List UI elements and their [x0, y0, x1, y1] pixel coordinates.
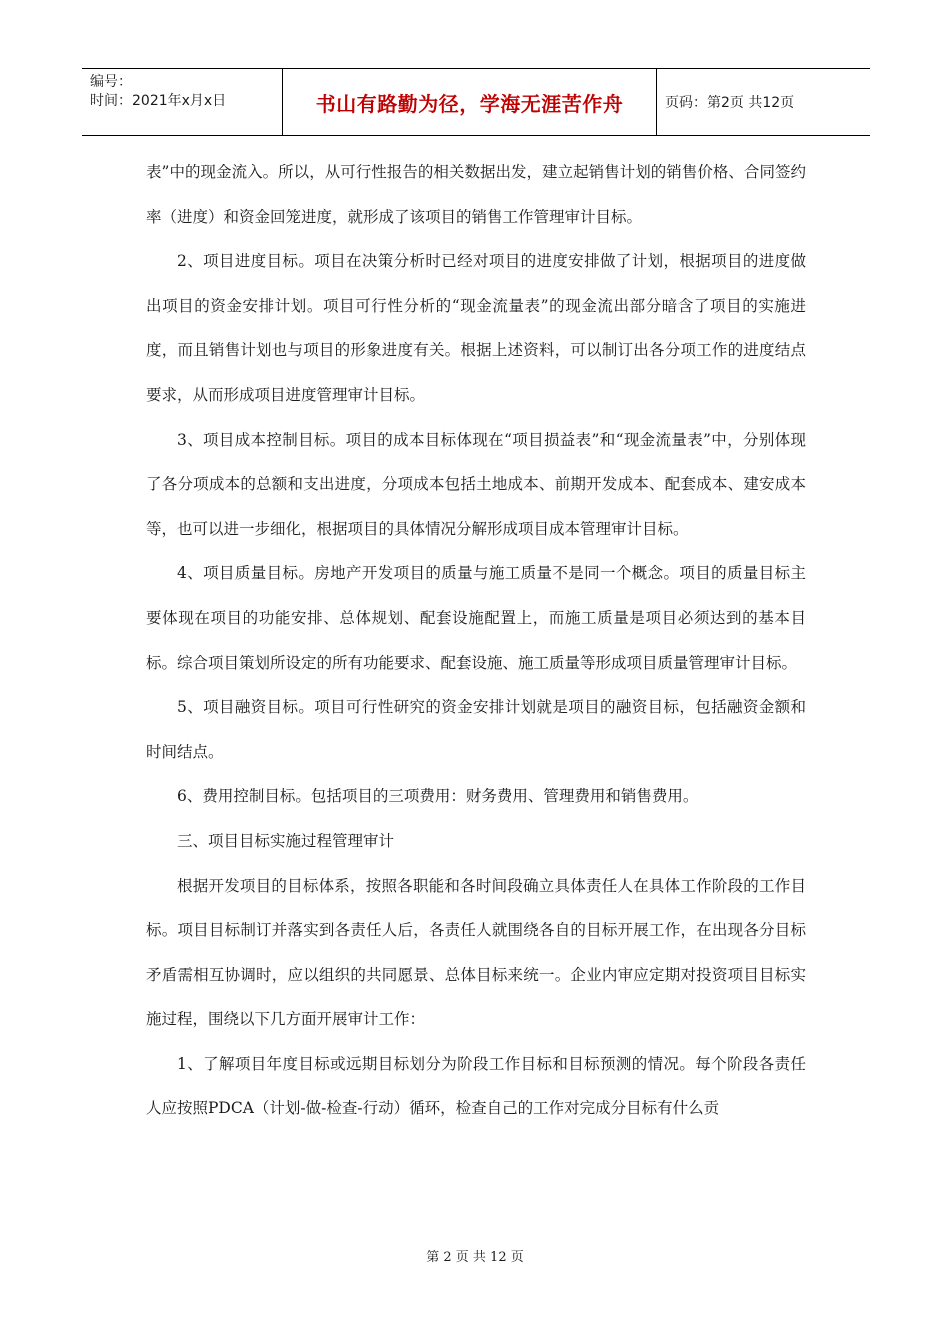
header-motto: 书山有路勤为径，学海无涯苦作舟 — [282, 69, 657, 135]
paragraph: 4、项目质量目标。房地产开发项目的质量与施工质量不是同一个概念。项目的质量目标主要体现在项目的功能安排、总体规划、配套设施配置上，而施工质量是项目必须达到的基本目标。综合项目策划所设定的所有功能要求、配套设施、施工质量等形成项目质量管理审计目标。 — [146, 564, 806, 672]
document-body — [146, 150, 806, 1131]
paragraph: 2、项目进度目标。项目在决策分析时已经对项目的进度安排做了计划，根据项目的进度做出项目的资金安排计划。项目可行性分析的“现金流量表”的现金流出部分暗含了项目的实施进度，而且销售计划也与项目的形象进度有关。根据上述资料，可以制订出各分项工作的进度结点要求，从而形成项目进度管理审计目标。 — [146, 252, 806, 404]
page-footer: 第 2 页 共 12 页 — [426, 1250, 524, 1265]
doc-date-label: 时间：2021年x月x日 — [90, 93, 227, 109]
paragraph: 1、了解项目年度目标或远期目标划分为阶段工作目标和目标预测的情况。每个阶段各责任人应按照PDCA（计划-做-检查-行动）循环，检查自己的工作对完成分目标有什么贡 — [146, 1054, 806, 1118]
paragraph: 5、项目融资目标。项目可行性研究的资金安排计划就是项目的融资目标，包括融资金额和时间结点。 — [146, 698, 806, 761]
header-meta — [82, 69, 282, 135]
paragraph: 根据开发项目的目标体系，按照各职能和各时间段确立具体责任人在具体工作阶段的工作目标。项目目标制订并落实到各责任人后，各责任人就围绕各自的目标开展工作，在出现各分目标矛盾需相互协调时，应以组织的共同愿景、总体目标来统一。企业内审应定期对投资项目目标实施过程，围绕以下几方面开展审计工作： — [146, 876, 806, 1029]
paragraph: 6、费用控制目标。包括项目的三项费用：财务费用、管理费用和销售费用。 — [177, 787, 699, 806]
page-header — [82, 68, 870, 136]
paragraph: 表”中的现金流入。所以，从可行性报告的相关数据出发，建立起销售计划的销售价格、合同签约率（进度）和资金回笼进度，就形成了该项目的销售工作管理审计目标。 — [146, 163, 806, 226]
paragraph: 3、项目成本控制目标。项目的成本目标体现在“项目损益表”和“现金流量表”中，分别体现了各分项成本的总额和支出进度，分项成本包括土地成本、前期开发成本、配套成本、建安成本等，也可以进一步细化，根据项目的具体情况分解形成项目成本管理审计目标。 — [146, 430, 806, 538]
doc-number-label: 编号： — [90, 74, 132, 90]
header-page-label: 页码：第2页 共12页 — [665, 95, 795, 111]
section-heading: 三、项目目标实施过程管理审计 — [177, 831, 395, 850]
